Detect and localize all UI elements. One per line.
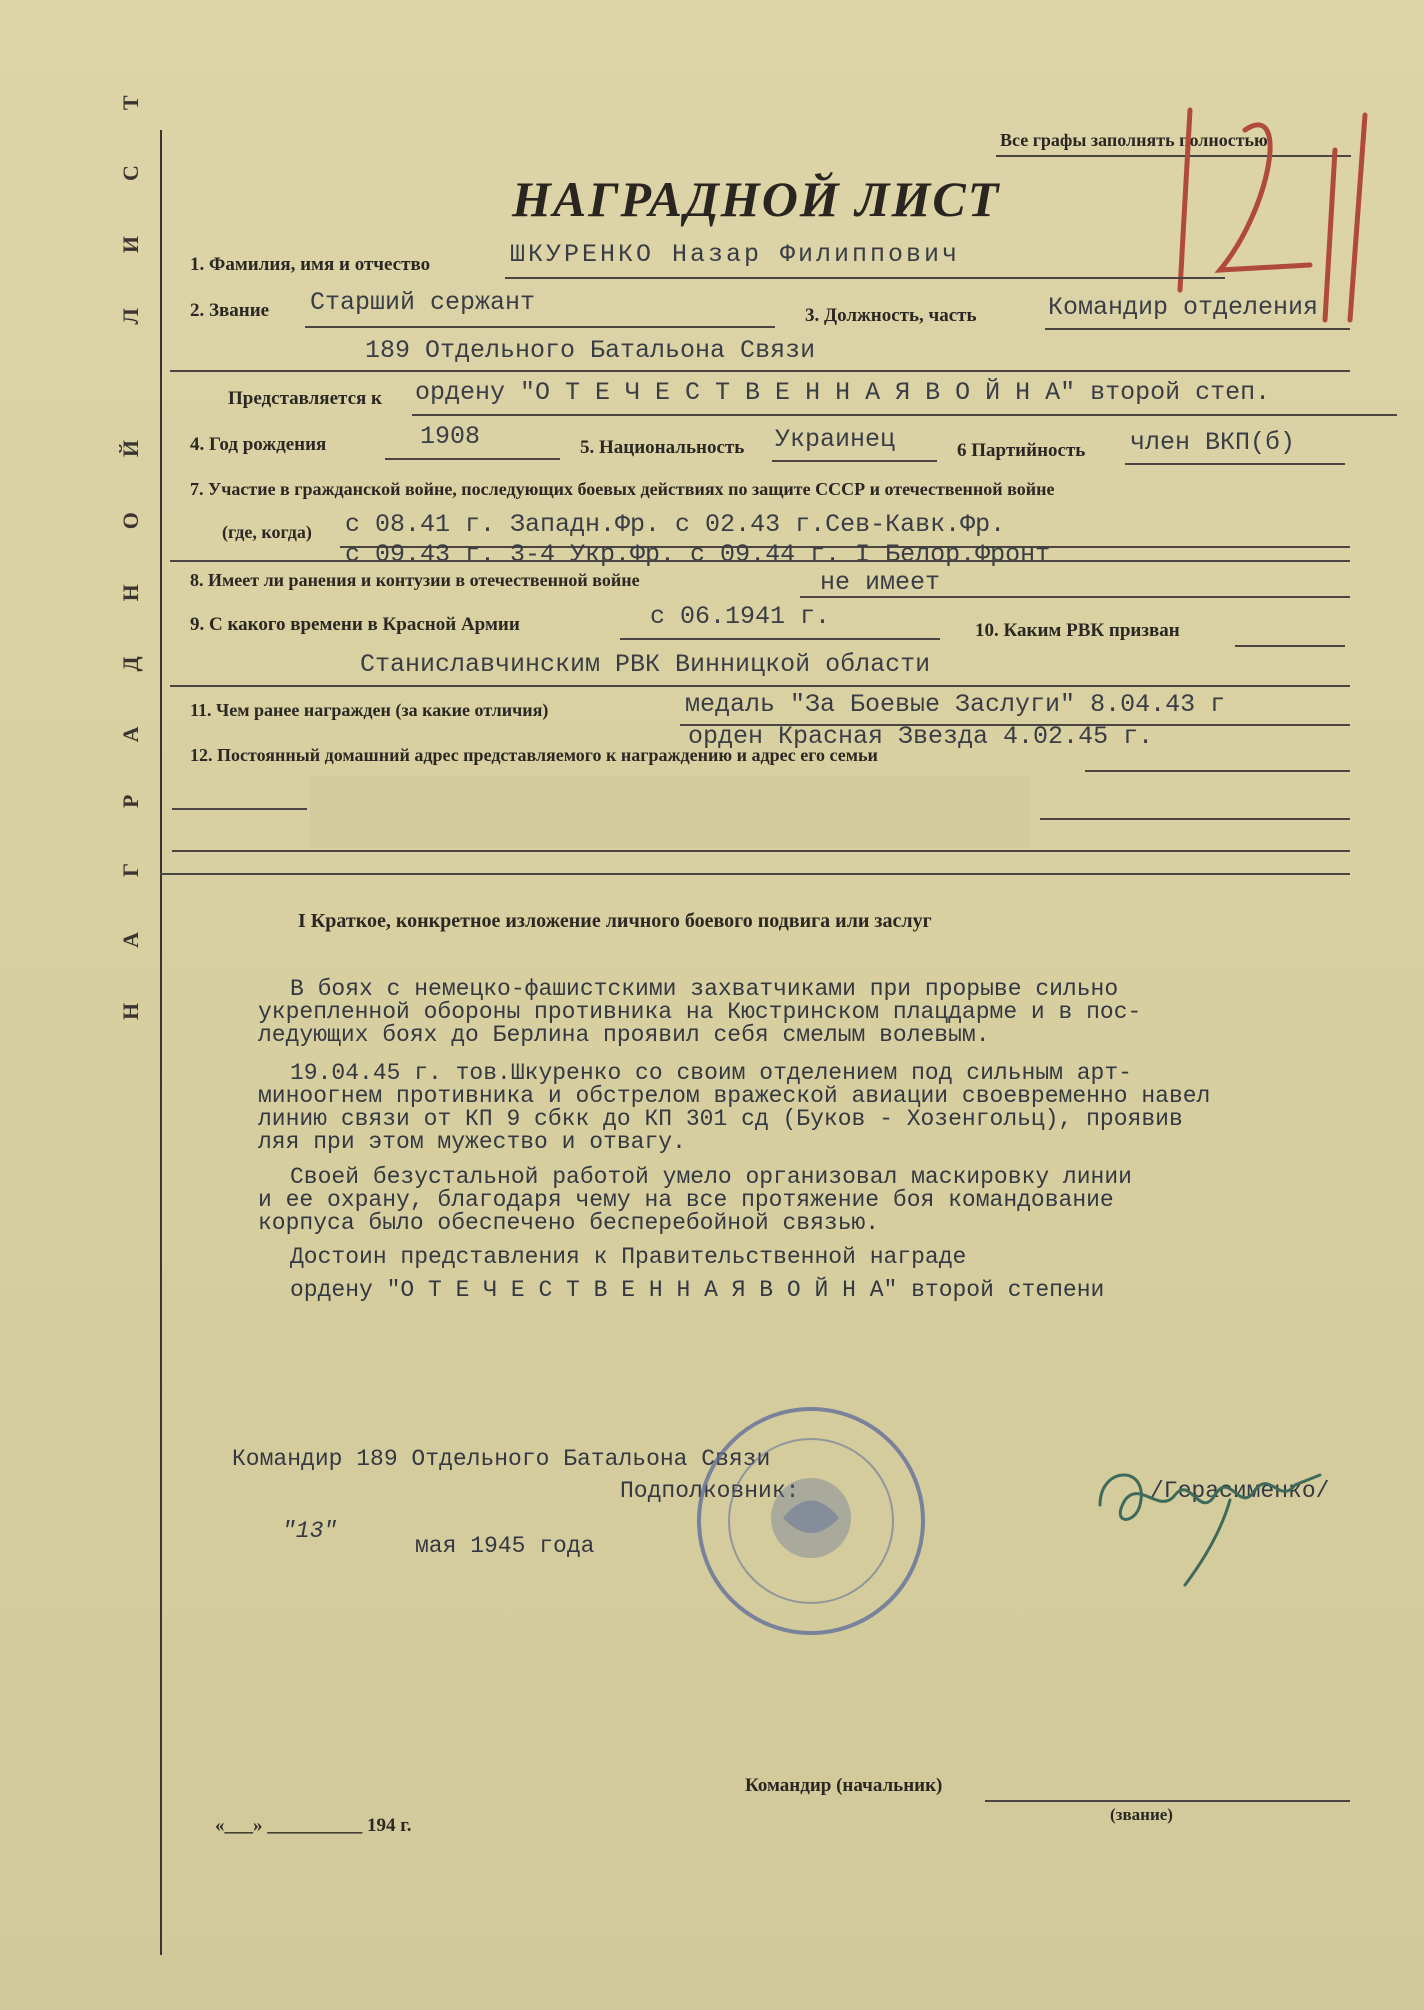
narrative-line-10: корпуса было обеспечено бесперебойной связью. (258, 1210, 880, 1236)
field-3-underline-1 (1045, 328, 1350, 330)
field-2-underline (305, 326, 775, 328)
section-heading: I Краткое, конкретное изложение личного боевого подвига или заслуг (298, 910, 932, 932)
rank-line: Подполковник: (620, 1478, 800, 1504)
field-6-label: 6 Партийность (957, 440, 1086, 461)
field-8-underline (800, 596, 1350, 598)
field-7-label-2: (где, когда) (222, 522, 312, 542)
field-2-value: Старший сержант (310, 288, 536, 317)
narrative-line-7: ляя при этом мужество и отвагу. (258, 1129, 686, 1155)
page-title: НАГРАДНОЙ ЛИСТ (512, 171, 1001, 227)
field-6-value: член ВКП(б) (1130, 428, 1296, 457)
field-12-underline-3 (1040, 818, 1350, 820)
field-12-underline-4 (172, 850, 1350, 852)
header-note: Все графы заполнять полностью (1000, 130, 1268, 150)
field-11-value-2: орден Красная Звезда 4.02.45 г. (688, 722, 1154, 751)
field-10-value: Станиславчинским РВК Винницкой области (360, 650, 931, 679)
commander-name: /Герасименко/ (1150, 1478, 1330, 1504)
narrative-line-5: миноогнем противника и обстрелом вражеской авиации своевременно навел (258, 1083, 1211, 1109)
official-stamp (688, 1398, 934, 1644)
field-6-underline (1125, 463, 1345, 465)
footer-rank-label: (звание) (1110, 1805, 1173, 1824)
field-11-value-1: медаль "За Боевые Заслуги" 8.04.43 г (685, 690, 1226, 719)
margin-vertical-text: НАГРАДНОЙ ЛИСТ (118, 40, 143, 1020)
field-3-underline-2 (170, 370, 1350, 372)
field-11-label: 11. Чем ранее награжден (за какие отличия) (190, 700, 549, 720)
field-4-value: 1908 (420, 422, 481, 451)
left-border-line (160, 130, 162, 1955)
field-1-value: ШКУРЕНКО Назар Филиппович (510, 240, 961, 269)
field-3-value-1: Командир отделения (1048, 293, 1319, 322)
date-rest: мая 1945 года (415, 1533, 595, 1559)
field-3-value-2: 189 Отдельного Батальона Связи (365, 336, 816, 365)
narrative-line-3: ледующих боях до Берлина проявил себя смелым волевым. (258, 1022, 990, 1048)
field-3-label: 3. Должность, часть (805, 305, 977, 326)
narrative-line-9: и ее охрану, благодаря чему на все протяжение боя командование (258, 1187, 1114, 1213)
redacted-address (310, 776, 1030, 848)
field-8-value: не имеет (820, 568, 941, 597)
narrative-line-4: 19.04.45 г. тов.Шкуренко со своим отделением под сильным арт- (290, 1060, 1132, 1086)
field-8-label: 8. Имеет ли ранения и контузии в отечественной войне (190, 570, 640, 590)
field-12-underline-1 (1085, 770, 1350, 772)
narrative-line-8: Своей безустальной работой умело организовал маскировку линии (290, 1164, 1132, 1190)
date-day: "13" (282, 1518, 338, 1544)
field-5-label: 5. Национальность (580, 437, 745, 458)
footer-commander-label: Командир (начальник) (745, 1775, 943, 1796)
field-9-label: 9. С какого времени в Красной Армии (190, 614, 520, 635)
field-4-underline (385, 458, 560, 460)
field-9-underline (620, 638, 940, 640)
narrative-line-11: Достоин представления к Правительственной награде (290, 1244, 967, 1270)
field-7-value-2: с 09.43 г. 3-4 Укр.Фр. с 09.44 г. I Белор.Фронт (345, 540, 1051, 569)
footer-commander-underline (985, 1800, 1350, 1802)
field-7-underline-2 (170, 560, 1350, 562)
field-10-underline-1 (1235, 645, 1345, 647)
field-12-label: 12. Постоянный домашний адрес представляемого к награждению и адрес его семьи (190, 745, 878, 765)
field-4-label: 4. Год рождения (190, 434, 327, 455)
field-5-value: Украинец (775, 425, 896, 454)
commander-line: Командир 189 Отдельного Батальона Связи (232, 1446, 771, 1472)
footer-date-blank: «___» __________ 194 г. (215, 1815, 412, 1836)
field-7-label: 7. Участие в гражданской войне, последующих боевых действиях по защите СССР и отечественной войне (190, 479, 1055, 499)
field-10-label: 10. Каким РВК призван (975, 620, 1180, 641)
field-7-value-1: с 08.41 г. Западн.Фр. с 02.43 г.Сев-Кавк.Фр. (345, 510, 1006, 539)
section-divider (160, 873, 1350, 875)
field-1-label: 1. Фамилия, имя и отчество (190, 254, 431, 275)
field-5-underline (772, 460, 937, 462)
presented-to-label: Представляется к (228, 388, 382, 409)
narrative-line-2: укрепленной обороны противника на Кюстринском плацдарме и в пос- (258, 999, 1142, 1025)
presented-to-value: ордену "О Т Е Ч Е С Т В Е Н Н А Я В О Й Н А" второй степ. (415, 378, 1271, 407)
presented-to-underline (412, 414, 1397, 416)
field-10-underline-2 (170, 685, 1350, 687)
field-1-underline (505, 277, 1225, 279)
handwritten-signature (1080, 1445, 1330, 1595)
narrative-line-12: ордену "О Т Е Ч Е С Т В Е Н Н А Я В О Й Н А" второй степени (290, 1277, 1105, 1303)
field-12-underline-2 (172, 808, 307, 810)
field-2-label: 2. Звание (190, 300, 270, 321)
narrative-line-6: линию связи от КП 9 сбкк до КП 301 сд (Буков - Хозенгольц), проявив (258, 1106, 1183, 1132)
narrative-line-1: В боях с немецко-фашистскими захватчиками при прорыве сильно (290, 976, 1119, 1002)
field-9-value: с 06.1941 г. (650, 602, 831, 631)
